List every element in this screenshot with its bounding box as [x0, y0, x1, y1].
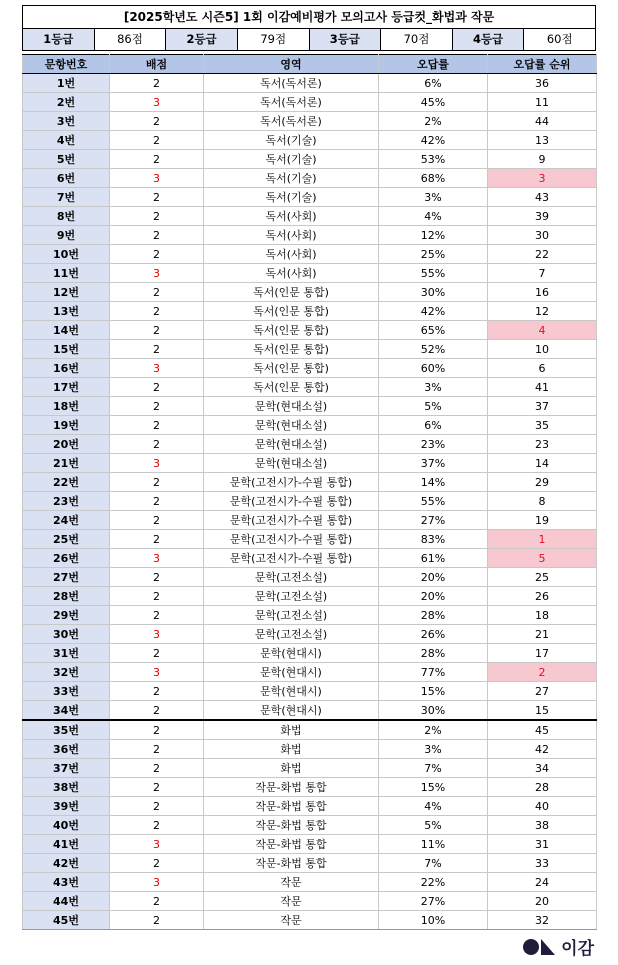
error-rate-cell: 20%	[379, 587, 488, 606]
table-row	[23, 892, 597, 911]
error-rate-cell: 4%	[379, 207, 488, 226]
col-header-points: 배점	[110, 55, 204, 74]
points-cell: 2	[110, 492, 204, 511]
area-cell: 독서(기술)	[204, 150, 379, 169]
table-row	[23, 854, 597, 873]
area-cell: 작문	[204, 873, 379, 892]
area-cell: 문학(고전시가-수필 통합)	[204, 511, 379, 530]
grade-4-score: 60점	[546, 32, 573, 46]
logo-mark-icon	[522, 938, 556, 956]
table-row	[23, 435, 597, 454]
question-number-cell: 42번	[23, 854, 110, 873]
error-rate-cell: 10%	[379, 911, 488, 930]
area-cell: 문학(현대시)	[204, 663, 379, 682]
error-rate-cell: 30%	[379, 701, 488, 721]
question-number-cell: 26번	[23, 549, 110, 568]
error-rate-cell: 42%	[379, 131, 488, 150]
error-rank-cell: 10	[488, 340, 597, 359]
error-rank-cell: 30	[488, 226, 597, 245]
table-row	[23, 283, 597, 302]
area-cell: 화법	[204, 720, 379, 740]
area-cell: 문학(고전시가-수필 통합)	[204, 530, 379, 549]
points-cell: 2	[110, 778, 204, 797]
points-cell: 2	[110, 797, 204, 816]
area-cell: 문학(현대시)	[204, 644, 379, 663]
question-number-cell: 27번	[23, 568, 110, 587]
grade-3-score: 70점	[381, 29, 453, 50]
error-rate-cell: 20%	[379, 568, 488, 587]
points-cell: 2	[110, 435, 204, 454]
area-cell: 작문-화법 통합	[204, 835, 379, 854]
table-row	[23, 873, 597, 892]
table-row	[23, 321, 597, 340]
area-cell: 독서(사회)	[204, 207, 379, 226]
area-cell: 문학(고전소설)	[204, 606, 379, 625]
points-cell: 2	[110, 511, 204, 530]
question-number-cell: 41번	[23, 835, 110, 854]
area-cell: 작문-화법 통합	[204, 778, 379, 797]
area-cell: 독서(인문 통합)	[204, 340, 379, 359]
logo-text: 이감	[561, 939, 594, 959]
igam-logo	[522, 934, 594, 959]
error-rank-cell: 8	[488, 492, 597, 511]
points-cell: 2	[110, 378, 204, 397]
table-body	[23, 74, 597, 930]
area-cell: 작문	[204, 911, 379, 930]
col-header-number: 문항번호	[23, 55, 110, 74]
question-number-cell: 23번	[23, 492, 110, 511]
error-rate-cell: 83%	[379, 530, 488, 549]
table-row	[23, 169, 597, 188]
points-cell: 2	[110, 207, 204, 226]
points-cell: 2	[110, 816, 204, 835]
error-rank-cell: 37	[488, 397, 597, 416]
question-number-cell: 33번	[23, 682, 110, 701]
points-cell: 2	[110, 911, 204, 930]
error-rank-cell: 17	[488, 644, 597, 663]
grade-3-label: 3등급	[310, 29, 382, 50]
question-number-cell: 18번	[23, 397, 110, 416]
question-number-cell: 22번	[23, 473, 110, 492]
points-cell: 3	[110, 549, 204, 568]
table-header-row	[23, 55, 597, 74]
area-cell: 문학(현대시)	[204, 682, 379, 701]
area-cell: 문학(현대소설)	[204, 454, 379, 473]
error-rate-cell: 15%	[379, 682, 488, 701]
question-number-cell: 19번	[23, 416, 110, 435]
points-cell: 2	[110, 568, 204, 587]
error-rank-cell: 34	[488, 759, 597, 778]
points-cell: 3	[110, 835, 204, 854]
table-row	[23, 530, 597, 549]
error-rate-cell: 22%	[379, 873, 488, 892]
table-row	[23, 797, 597, 816]
area-cell: 독서(독서론)	[204, 93, 379, 112]
question-number-cell: 34번	[23, 701, 110, 721]
table-row	[23, 473, 597, 492]
header-box	[22, 5, 596, 51]
question-number-cell: 4번	[23, 131, 110, 150]
error-rate-cell: 11%	[379, 835, 488, 854]
area-cell: 문학(현대시)	[204, 701, 379, 721]
area-cell: 독서(사회)	[204, 226, 379, 245]
points-cell: 2	[110, 302, 204, 321]
error-rate-cell: 60%	[379, 359, 488, 378]
grade-1-label: 1등급	[23, 29, 95, 50]
question-number-cell: 10번	[23, 245, 110, 264]
error-rate-cell: 68%	[379, 169, 488, 188]
question-number-cell: 36번	[23, 740, 110, 759]
error-rate-cell: 53%	[379, 150, 488, 169]
area-cell: 문학(고전소설)	[204, 587, 379, 606]
points-cell: 2	[110, 606, 204, 625]
points-cell: 3	[110, 264, 204, 283]
error-rank-cell: 2	[488, 663, 597, 682]
points-cell: 3	[110, 873, 204, 892]
points-cell: 2	[110, 397, 204, 416]
points-cell: 3	[110, 359, 204, 378]
question-number-cell: 20번	[23, 435, 110, 454]
table-row	[23, 207, 597, 226]
area-cell: 독서(인문 통합)	[204, 359, 379, 378]
area-cell: 독서(독서론)	[204, 74, 379, 93]
error-rank-cell: 38	[488, 816, 597, 835]
question-number-cell: 7번	[23, 188, 110, 207]
error-rank-cell: 36	[488, 74, 597, 93]
question-number-cell: 12번	[23, 283, 110, 302]
area-cell: 문학(고전시가-수필 통합)	[204, 473, 379, 492]
question-number-cell: 16번	[23, 359, 110, 378]
error-rate-cell: 3%	[379, 378, 488, 397]
question-number-cell: 21번	[23, 454, 110, 473]
error-rank-cell: 21	[488, 625, 597, 644]
grade-2-score: 79점	[238, 29, 310, 50]
area-cell: 독서(인문 통합)	[204, 302, 379, 321]
table-row	[23, 302, 597, 321]
error-rate-cell: 6%	[379, 74, 488, 93]
table-row	[23, 835, 597, 854]
area-cell: 독서(사회)	[204, 245, 379, 264]
points-cell: 2	[110, 226, 204, 245]
error-rate-cell: 30%	[379, 283, 488, 302]
error-rate-cell: 4%	[379, 797, 488, 816]
area-cell: 독서(인문 통합)	[204, 378, 379, 397]
table-row	[23, 454, 597, 473]
table-row	[23, 359, 597, 378]
error-rank-cell: 22	[488, 245, 597, 264]
question-number-cell: 45번	[23, 911, 110, 930]
points-cell: 2	[110, 473, 204, 492]
error-rank-cell: 1	[488, 530, 597, 549]
question-number-cell: 11번	[23, 264, 110, 283]
error-rate-cell: 3%	[379, 740, 488, 759]
error-rank-cell: 11	[488, 93, 597, 112]
error-rate-cell: 27%	[379, 892, 488, 911]
grade-2-label: 2등급	[166, 29, 238, 50]
error-rate-cell: 2%	[379, 720, 488, 740]
col-header-error-rank: 오답률 순위	[488, 55, 597, 74]
table-row	[23, 226, 597, 245]
error-rank-cell: 6	[488, 359, 597, 378]
points-cell: 3	[110, 169, 204, 188]
question-number-cell: 35번	[23, 720, 110, 740]
question-number-cell: 1번	[23, 74, 110, 93]
question-number-cell: 43번	[23, 873, 110, 892]
table-row	[23, 378, 597, 397]
error-rate-cell: 28%	[379, 606, 488, 625]
question-number-cell: 5번	[23, 150, 110, 169]
error-rank-cell: 12	[488, 302, 597, 321]
question-number-cell: 13번	[23, 302, 110, 321]
error-rate-cell: 7%	[379, 759, 488, 778]
points-cell: 2	[110, 131, 204, 150]
area-cell: 작문-화법 통합	[204, 854, 379, 873]
error-rate-cell: 7%	[379, 854, 488, 873]
error-rate-cell: 77%	[379, 663, 488, 682]
table-row	[23, 416, 597, 435]
points-cell: 3	[110, 93, 204, 112]
table-row	[23, 778, 597, 797]
points-cell: 2	[110, 587, 204, 606]
area-cell: 문학(현대소설)	[204, 416, 379, 435]
area-cell: 화법	[204, 740, 379, 759]
error-rank-cell: 13	[488, 131, 597, 150]
points-cell: 2	[110, 701, 204, 721]
error-rank-cell: 14	[488, 454, 597, 473]
points-cell: 2	[110, 740, 204, 759]
question-number-cell: 28번	[23, 587, 110, 606]
page-title: [2025학년도 시즌5] 1회 이감예비평가 모의고사 등급컷_화법과 작문	[23, 6, 595, 29]
points-cell: 2	[110, 112, 204, 131]
error-rank-cell: 16	[488, 283, 597, 302]
question-number-cell: 25번	[23, 530, 110, 549]
question-number-cell: 2번	[23, 93, 110, 112]
area-cell: 문학(고전시가-수필 통합)	[204, 549, 379, 568]
points-cell: 2	[110, 283, 204, 302]
area-cell: 독서(사회)	[204, 264, 379, 283]
error-rate-cell: 37%	[379, 454, 488, 473]
table-row	[23, 587, 597, 606]
error-rank-cell: 7	[488, 264, 597, 283]
question-number-cell: 29번	[23, 606, 110, 625]
error-rate-cell: 6%	[379, 416, 488, 435]
table-row	[23, 150, 597, 169]
error-rate-cell: 14%	[379, 473, 488, 492]
table-row	[23, 264, 597, 283]
points-cell: 2	[110, 321, 204, 340]
points-cell: 2	[110, 245, 204, 264]
error-rate-cell: 2%	[379, 112, 488, 131]
error-rate-cell: 3%	[379, 188, 488, 207]
points-cell: 2	[110, 892, 204, 911]
points-cell: 2	[110, 150, 204, 169]
points-cell: 2	[110, 340, 204, 359]
table-row	[23, 188, 597, 207]
question-number-cell: 6번	[23, 169, 110, 188]
error-rank-cell: 20	[488, 892, 597, 911]
table-row	[23, 74, 597, 93]
error-rate-cell: 27%	[379, 511, 488, 530]
error-rate-cell: 5%	[379, 397, 488, 416]
error-rate-cell: 12%	[379, 226, 488, 245]
table-row	[23, 492, 597, 511]
table-row	[23, 644, 597, 663]
error-rank-cell: 42	[488, 740, 597, 759]
area-cell: 작문-화법 통합	[204, 797, 379, 816]
points-cell: 3	[110, 625, 204, 644]
table-row	[23, 245, 597, 264]
error-rank-cell: 27	[488, 682, 597, 701]
points-cell: 2	[110, 720, 204, 740]
table-row	[23, 606, 597, 625]
table-row	[23, 340, 597, 359]
points-cell: 2	[110, 416, 204, 435]
table-row	[23, 720, 597, 740]
error-rate-cell: 25%	[379, 245, 488, 264]
error-rank-cell: 44	[488, 112, 597, 131]
area-cell: 문학(고전시가-수필 통합)	[204, 492, 379, 511]
error-rate-cell: 55%	[379, 264, 488, 283]
error-rank-cell: 35	[488, 416, 597, 435]
error-rank-cell: 9	[488, 150, 597, 169]
question-number-cell: 15번	[23, 340, 110, 359]
area-cell: 작문-화법 통합	[204, 816, 379, 835]
question-number-cell: 9번	[23, 226, 110, 245]
question-number-cell: 40번	[23, 816, 110, 835]
error-rank-cell: 41	[488, 378, 597, 397]
area-cell: 문학(고전소설)	[204, 568, 379, 587]
area-cell: 화법	[204, 759, 379, 778]
error-rank-cell: 18	[488, 606, 597, 625]
area-cell: 작문	[204, 892, 379, 911]
area-cell: 문학(현대소설)	[204, 435, 379, 454]
table-row	[23, 93, 597, 112]
error-rank-cell: 29	[488, 473, 597, 492]
col-header-area: 영역	[204, 55, 379, 74]
question-number-cell: 31번	[23, 644, 110, 663]
area-cell: 독서(기술)	[204, 131, 379, 150]
points-cell: 2	[110, 74, 204, 93]
error-rank-cell: 26	[488, 587, 597, 606]
error-rank-cell: 31	[488, 835, 597, 854]
error-rate-cell: 28%	[379, 644, 488, 663]
error-rank-cell: 40	[488, 797, 597, 816]
table-row	[23, 511, 597, 530]
question-number-cell: 14번	[23, 321, 110, 340]
table-row	[23, 701, 597, 721]
error-rank-cell: 32	[488, 911, 597, 930]
table-row	[23, 759, 597, 778]
error-rank-cell: 33	[488, 854, 597, 873]
points-cell: 2	[110, 682, 204, 701]
area-cell: 독서(독서론)	[204, 112, 379, 131]
question-stats-table	[22, 54, 597, 930]
question-number-cell: 30번	[23, 625, 110, 644]
points-cell: 3	[110, 454, 204, 473]
error-rank-cell: 4	[488, 321, 597, 340]
error-rank-cell: 15	[488, 701, 597, 721]
area-cell: 독서(기술)	[204, 188, 379, 207]
error-rate-cell: 42%	[379, 302, 488, 321]
question-number-cell: 44번	[23, 892, 110, 911]
table-row	[23, 112, 597, 131]
area-cell: 문학(고전소설)	[204, 625, 379, 644]
error-rank-cell: 23	[488, 435, 597, 454]
points-cell: 2	[110, 759, 204, 778]
grade-4-label: 4등급	[453, 29, 525, 50]
question-number-cell: 37번	[23, 759, 110, 778]
error-rank-cell: 39	[488, 207, 597, 226]
error-rank-cell: 3	[488, 169, 597, 188]
error-rate-cell: 45%	[379, 93, 488, 112]
area-cell: 독서(기술)	[204, 169, 379, 188]
table-row	[23, 625, 597, 644]
question-number-cell: 17번	[23, 378, 110, 397]
question-number-cell: 24번	[23, 511, 110, 530]
error-rank-cell: 45	[488, 720, 597, 740]
table-row	[23, 740, 597, 759]
area-cell: 문학(현대소설)	[204, 397, 379, 416]
col-header-error-rate: 오답률	[379, 55, 488, 74]
error-rate-cell: 15%	[379, 778, 488, 797]
table-row	[23, 568, 597, 587]
points-cell: 2	[110, 854, 204, 873]
error-rank-cell: 43	[488, 188, 597, 207]
error-rate-cell: 52%	[379, 340, 488, 359]
points-cell: 2	[110, 644, 204, 663]
grade-1-score: 86점	[95, 29, 167, 50]
question-number-cell: 39번	[23, 797, 110, 816]
error-rank-cell: 25	[488, 568, 597, 587]
points-cell: 2	[110, 188, 204, 207]
grade-cutoff-bar	[23, 29, 595, 50]
error-rate-cell: 23%	[379, 435, 488, 454]
error-rank-cell: 28	[488, 778, 597, 797]
table-row	[23, 682, 597, 701]
table-row	[23, 911, 597, 930]
question-number-cell: 38번	[23, 778, 110, 797]
points-cell: 2	[110, 530, 204, 549]
table-row	[23, 131, 597, 150]
area-cell: 독서(인문 통합)	[204, 321, 379, 340]
table-row	[23, 549, 597, 568]
question-number-cell: 3번	[23, 112, 110, 131]
question-number-cell: 32번	[23, 663, 110, 682]
error-rank-cell: 5	[488, 549, 597, 568]
area-cell: 독서(인문 통합)	[204, 283, 379, 302]
error-rate-cell: 26%	[379, 625, 488, 644]
table-row	[23, 663, 597, 682]
error-rate-cell: 65%	[379, 321, 488, 340]
points-cell: 3	[110, 663, 204, 682]
error-rank-cell: 19	[488, 511, 597, 530]
error-rate-cell: 55%	[379, 492, 488, 511]
error-rate-cell: 5%	[379, 816, 488, 835]
question-number-cell: 8번	[23, 207, 110, 226]
table-row	[23, 816, 597, 835]
error-rank-cell: 24	[488, 873, 597, 892]
table-row	[23, 397, 597, 416]
error-rate-cell: 61%	[379, 549, 488, 568]
